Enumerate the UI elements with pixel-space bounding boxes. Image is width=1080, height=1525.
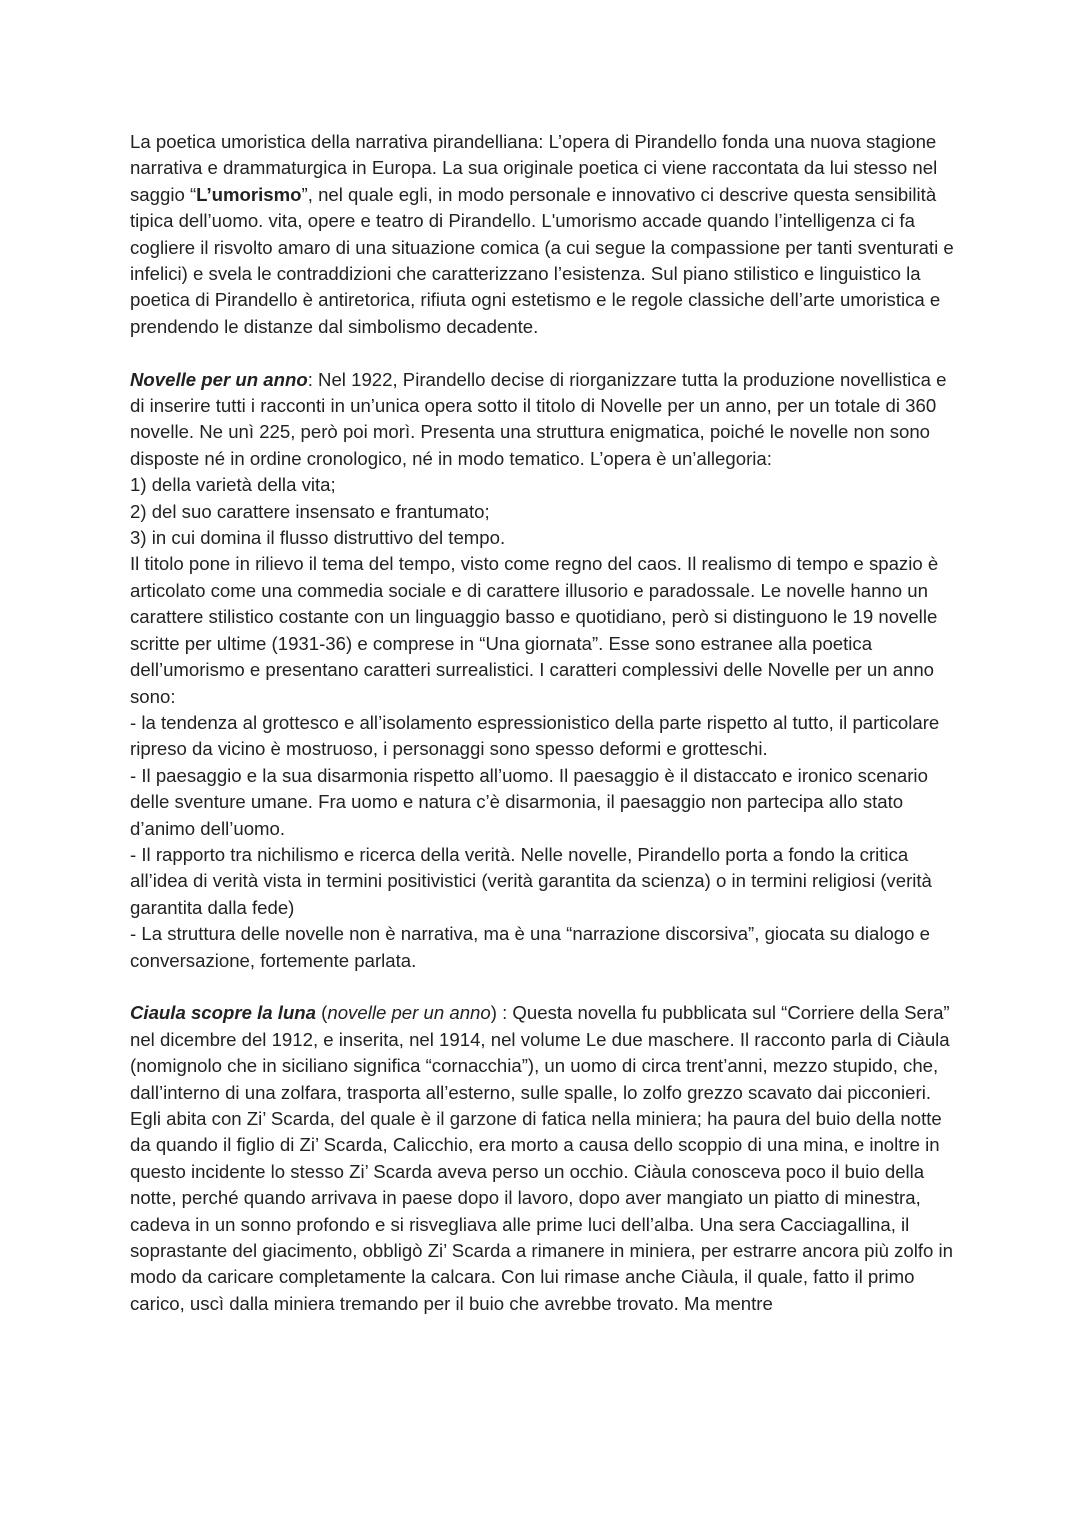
novelle-intro-paragraph (130, 367, 960, 473)
novelle-body-paragraph: Il titolo pone in rilievo il tema del tempo, visto come regno del caos. Il realismo di tempo e spazio è articolato come una commedia sociale e di carattere illusorio e paradossale. Le novelle hanno un carattere stilistico costante con un linguaggio basso e quotidiano, però si distinguono le 19 novelle scritte per ultime (1931-36) e comprese in “Una giornata”. Esse sono estranee alla poetica dell’umorismo e presentano caratteri surrealistici. I caratteri complessivi delle Novelle per un anno sono: (130, 553, 939, 707)
paragraph-ciaula (130, 1000, 960, 1317)
allegory-list-item: 1) della varietà della vita; (130, 474, 336, 496)
ciaula-body-text: Questa novella fu pubblicata sul “Corriere della Sera” nel dicembre del 1912, e inserita, nel 1914, nel volume Le due maschere. Il racconto parla di Ciàula (nomignolo che in siciliano significa “cornacchia”), un uomo di circa trent’anni, mezzo stupido, che, dall’interno di una zolfara, trasporta all’esterno, sulle spalle, lo zolfo grezzo scavato dai picconieri. Egli abita con Zi’ Scarda, del quale è il garzone di fatica nella miniera; ha paura del buio della notte da quando il figlio di Zi’ Scarda, Calicchio, era morto a causa dello scoppio di una mina, e inoltre in questo incidente lo stesso Zi’ Scarda aveva perso un occhio. Ciàula conosceva poco il buio della notte, perché quando arrivava in paese dopo il lavoro, dopo aver mangiato un piatto di minestra, cadeva in un sonno profondo e si risvegliava alle prime luci dell’alba. Una sera Cacciagallina, il soprastante del giacimento, obbligò Zi’ Scarda a rimanere in miniera, per estrarre ancora più zolfo in modo da caricare completamente la calcara. Con lui rimase anche Ciàula, il quale, fatto il primo carico, uscì dalla miniera tremando per il buio che avrebbe trovato. Ma mentre (130, 1002, 954, 1314)
characteristic-bullet: - La struttura delle novelle non è narrativa, ma è una “narrazione discorsiva”, giocata su dialogo e conversazione, fortemente parlata. (130, 923, 930, 971)
characteristic-bullet: - Il paesaggio e la sua disarmonia rispetto all’uomo. Il paesaggio è il distaccato e ironico scenario delle sventure umane. Fra uomo e natura c’è disarmonia, il paesaggio non partecipa allo stato d’animo dell’uomo. (130, 764, 928, 839)
ciaula-source-italic: novelle per un anno (327, 1002, 491, 1024)
allegory-list-item: 3) in cui domina il flusso distruttivo del tempo. (130, 527, 506, 549)
umorismo-rest-text: ”, nel quale egli, in modo personale e innovativo ci descrive questa sensibilità tipica dell’uomo. vita, opere e teatro di Pirandello. L'umorismo accade quando l’intelligenza ci fa cogliere il risvolto amaro di una situazione comica (a cui segue la compassione per tanti sventurati e infelici) e svela le contraddizioni che caratterizzano l’esistenza. Sul piano stilistico e linguistico la poetica di Pirandello è antiretorica, rifiuta ogni estetismo e le regole classiche dell’arte umoristica e prendendo le distanze dal simbolismo decadente. (130, 183, 954, 337)
paragraph-umorismo (130, 129, 960, 340)
section-novelle-per-un-anno (130, 367, 960, 974)
allegory-list-item: 2) del suo carattere insensato e frantumato; (130, 500, 490, 522)
characteristic-bullet: - Il rapporto tra nichilismo e ricerca della verità. Nelle novelle, Pirandello porta a fondo la critica all’idea di verità vista in termini positivistici (verità garantita da scienza) o in termini religiosi (verità garantita dalla fede) (130, 843, 932, 918)
umorismo-lead-text: La poetica umoristica della narrativa pirandelliana: L’opera di Pirandello fonda una nuova stagione narrativa e drammaturgica in Europa. La sua originale poetica ci viene raccontata da lui stesso nel saggio “ (130, 131, 938, 205)
novelle-title: Novelle per un anno (130, 368, 308, 390)
ciaula-paren-close: ) : (490, 1002, 513, 1024)
umorismo-bold-term: L’umorismo (196, 183, 302, 205)
characteristic-bullet: - la tendenza al grottesco e all’isolamento espressionistico della parte rispetto al tutto, il particolare ripreso da vicino è mostruoso, i personaggi sono spesso deformi e grotteschi. (130, 711, 940, 760)
ciaula-title: Ciaula scopre la luna (130, 1002, 317, 1024)
novelle-intro-text: : Nel 1922, Pirandello decise di riorganizzare tutta la produzione novellistica e di inserire tutti i racconti in un’unica opera sotto il titolo di Novelle per un anno, per un totale di 360 novelle. Ne unì 225, però poi morì. Presenta una struttura enigmatica, poiché le novelle non sono disposte né in ordine cronologico, né in modo tematico. L’opera è un’allegoria: (130, 368, 947, 469)
ciaula-paren-open: ( (316, 1002, 328, 1024)
document-page (130, 129, 960, 1317)
